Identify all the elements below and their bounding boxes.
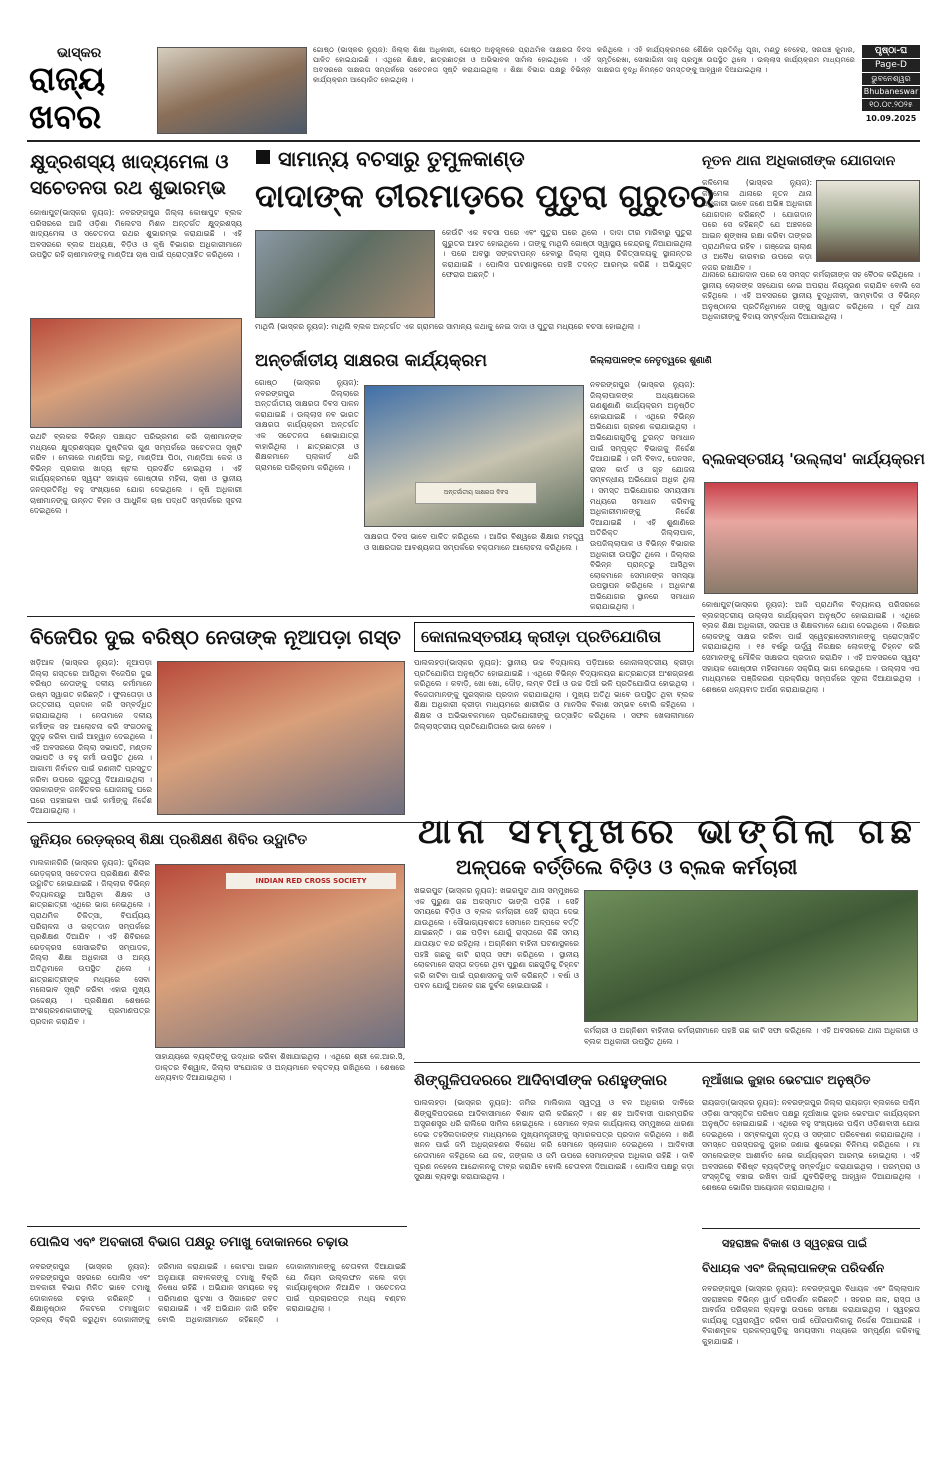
literacy-photo — [364, 385, 584, 527]
police-text: ନବରଙ୍ଗପୁର (ଭାସ୍କର ନ୍ୟୁଜ): ନବରଙ୍ଗପୁର ସହରରେ ପୋଲିସ ଏବଂ ଅବକାରୀ ବିଭାଗ ମିଳିତ ଭାବେ ତମାଖୁ ଦୋକାନରେ ଚଢ଼ାଉ କରିଛନ୍ତି । ଶିକ୍ଷାନୁଷ୍ଠାନ ନିକଟରେ ତମାଖୁଜାତ ଦ୍ରବ୍ୟ ବିକ୍ରି କରୁଥିବା ଦୋକାନୀଙ୍କୁ ଜରିମାନା କରାଯାଇଛି । କୋଟପା ଆଇନ ଅନୁଯାୟୀ ନାବାଳକଙ୍କୁ ତମାଖୁ ବିକ୍ରି ନିଷେଧ ରହିଛି । ଅଭିଯାନ ସମୟରେ ବହୁ ପରିମାଣର ଗୁଟଖା ଓ ସିଗାରେଟ ଜବତ କରାଯାଇଛି । ଏହି ଅଭିଯାନ ଜାରି ରହିବ ବୋଲି ଅଧିକାରୀମାନେ କହିଛନ୍ତି । ଦୋକାନୀମାନଙ୍କୁ ଚେତାବନୀ ଦିଆଯାଇଛି ଯେ ନିୟମ ଉଲ୍ଲଙ୍ଘନ କଲେ କଡ଼ା କାର୍ଯ୍ୟାନୁଷ୍ଠାନ ନିଆଯିବ । ସଚେତନତା ପାଇଁ ପ୍ରଚାରପତ୍ର ମଧ୍ୟ ବଣ୍ଟନ କରାଯାଇଥିଲା । — [30, 1262, 406, 1324]
food-fair-headline-2: ସଚେତନତା ରଥ ଶୁଭାରମ୍ଭ — [30, 177, 226, 199]
redcross-photo — [155, 864, 405, 1048]
literacy-headline: ଅନ୍ତର୍ଜାତୀୟ ସାକ୍ଷରତା କାର୍ଯ୍ୟକ୍ରମ — [255, 351, 488, 371]
redcross-text-bottom: ସାହାଯ୍ୟରେ ବ୍ୟକ୍ତିଙ୍କୁ ଉଦ୍ଧାର କରିବା ଶିଖାଯାଇଥିଲା । ଏଥିରେ ଶ୍ରୀ କେ.ଆର.ସି, ଡାକ୍ତର ବିଶ୍ୱାଳ, ଜିଲ୍ଲା ସଂଯୋଜକ ଓ ଅନ୍ୟମାନେ ବକ୍ତବ୍ୟ ରଖିଥିଲେ । ଶେଷରେ ଧନ୍ୟବାଦ ଦିଆଯାଇଥିଲା । — [155, 1052, 405, 1083]
bjp-headline: ବିଜେପିର ଦୁଇ ବରିଷ୍ଠ ନେତାଙ୍କ ନୂଆପଡ଼ା ଗସ୍ତ — [30, 625, 401, 649]
city-odia: ଭୁବନେଶ୍ୱର — [862, 73, 920, 85]
bjp-photo — [157, 661, 405, 815]
masthead — [27, 45, 153, 137]
literacy-text-bottom: ସାକ୍ଷରତା ଦିବସ ଭାବେ ପାଳିତ କରିଥିଲେ । ଆଜିର ବିଶ୍ୱରେ ଶିକ୍ଷାର ମହତ୍ତ୍ୱ ଓ ସାକ୍ଷରତାର ଆବଶ୍ୟକତା ସମ୍ପର୍କରେ ବକ୍ତାମାନେ ଆଲୋଚନା କରିଥିଲେ । — [364, 532, 584, 552]
new-officer-headline: ନୂତନ ଥାନା ଅଧିକାରୀଙ୍କ ଯୋଗଦାନ — [702, 153, 896, 169]
row4-rule — [27, 1226, 407, 1227]
redcross-headline: ଜୁନିୟର ରେଡ଼କ୍ରସ୍ ଶିକ୍ଷା ପ୍ରଶିକ୍ଷଣ ଶିବିର ଉଦ୍ଘାଟିତ — [30, 832, 308, 848]
main-story-kicker-box — [256, 150, 270, 164]
bjp-text: ଖଡ଼ିଆଳ (ଭାସ୍କର ନ୍ୟୁଜ): ନୂଆପଡ଼ା ଜିଲ୍ଲା ଗସ୍ତରେ ଆସିଥିବା ବିଜେପିର ଦୁଇ ବରିଷ୍ଠ ନେତାଙ୍କୁ ଦଳୀୟ କର୍ମୀମାନେ ଉଷ୍ମ ସ୍ୱାଗତ କରିଛନ୍ତି । ଫୁଲତୋଡ଼ା ଓ ଉତ୍ତରୀୟ ପ୍ରଦାନ କରି ସମ୍ବର୍ଦ୍ଧିତ କରାଯାଇଥିଲା । ନେତାମାନେ ଦଳୀୟ କର୍ମୀଙ୍କ ସହ ଆଲୋଚନା କରି ସଂଗଠନକୁ ସୁଦୃଢ଼ କରିବା ପାଇଁ ଆହ୍ୱାନ ଦେଇଥିଲେ । ଏହି ଅବସରରେ ଜିଲ୍ଲା ସଭାପତି, ମଣ୍ଡଳ ସଭାପତି ଓ ବହୁ କର୍ମୀ ଉପସ୍ଥିତ ଥିଲେ । ଆଗାମୀ ନିର୍ବାଚନ ପାଇଁ ରଣନୀତି ପ୍ରସ୍ତୁତ କରିବା ଉପରେ ଗୁରୁତ୍ୱ ଦିଆଯାଇଥିଲା । ସରକାରଙ୍କ ଜନହିତକର ଯୋଜନାକୁ ଘରେ ଘରେ ପହଞ୍ଚାଇବା ପାଇଁ କର୍ମୀଙ୍କୁ ନିର୍ଦ୍ଦେଶ ଦିଆଯାଇଥିଲା । — [30, 658, 152, 816]
row3-rule — [414, 1062, 920, 1063]
top-strip-col1: ଗୋଷ୍ଠ (ଭାସ୍କର ନ୍ୟୁଜ): ଜିଲ୍ଲା ଶିକ୍ଷା ଅଧିକାରୀ, ଗୋଷ୍ଠ ଅନୁକୂଳରେ ପ୍ରାଥମିକ ସାକ୍ଷରତା ଦିବସ ପାଳିତ ହୋଇଯାଇଛି । ଏଥିରେ ଶିକ୍ଷକ, ଛାତ୍ରଛାତ୍ରୀ ଓ ଅଭିଭାବକ ସାମିଲ ହୋଇଥିଲେ । ଏହି ଅବସରରେ ସାକ୍ଷରତା ସମ୍ପର୍କରେ ସଚେତନତା ସୃଷ୍ଟି କରାଯାଇଥିଲା । ଶିକ୍ଷା ବିଭାଗ ପକ୍ଷରୁ ବିଭିନ୍ନ କାର୍ଯ୍ୟକ୍ରମ ଆୟୋଜିତ ହୋଇଥିଲା । — [313, 45, 591, 84]
adivasi-text: ପାଲଲହଡ଼ା (ଭାସ୍କର ନ୍ୟୁଜ): ଜମିର ମାଲିକାନା ସ୍ୱତ୍ୱ ଓ ବନ ଅଧିକାର ଦାବିରେ ଶିଙ୍ଗୁଳିପଦରରେ ଆଦିବାସୀମାନେ ବିଶାଳ ରାଲି କରିଛନ୍ତି । ଶହ ଶହ ଆଦିବାସୀ ପାରମ୍ପରିକ ଅସ୍ତ୍ରଶସ୍ତ୍ର ଧରି ରାଲିରେ ସାମିଲ ହୋଇଥିଲେ । ସେମାନେ ବ୍ଲକ କାର୍ଯ୍ୟାଳୟ ସମ୍ମୁଖରେ ଧାରଣା ଦେଇ ତହସିଲଦାରଙ୍କ ମାଧ୍ୟମରେ ମୁଖ୍ୟମନ୍ତ୍ରୀଙ୍କୁ ସ୍ମାରକପତ୍ର ପ୍ରଦାନ କରିଥିଲେ । ଖଣି ଖନନ ପାଇଁ ଜମି ଅଧିଗ୍ରହଣର ବିରୋଧ କରି ସେମାନେ ସ୍ଲୋଗାନ ଦେଇଥିଲେ । ଆଦିବାସୀ ନେତାମାନେ କହିଥିଲେ ଯେ ଜଳ, ଜଙ୍ଗଲ ଓ ଜମି ଉପରେ ସେମାନଙ୍କର ଅଧିକାର ରହିଛି । ଦାବି ପୂରଣ ନହେଲେ ଆନ୍ଦୋଳନକୁ ତୀବ୍ର କରାଯିବ ବୋଲି ଚେତାବନୀ ଦିଆଯାଇଛି । ପୋଲିସ ପକ୍ଷରୁ କଡ଼ା ସୁରକ୍ଷା ବ୍ୟବସ୍ଥା କରାଯାଇଥିଲା । — [414, 1098, 694, 1182]
page-label-en: Page-D — [862, 59, 920, 72]
page-label-odia: ପୃଷ୍ଠା-ଘ — [862, 45, 920, 58]
row1-rule — [27, 616, 695, 617]
new-officer-photo — [816, 180, 920, 262]
main-story-kicker: ସାମାନ୍ୟ ବଚସାରୁ ତୁମୁଳକାଣ୍ଡ — [278, 147, 525, 171]
nuakhai-headline: ନୂଆଁଖାଇ ଜୁହାର ଭେଟଘାଟ ଅନୁଷ୍ଠିତ — [702, 1073, 871, 1087]
top-strip-col2: କରିଥିଲେ । ଏହି କାର୍ଯ୍ୟକ୍ରମରେ ଶୈକ୍ଷିକ ପ୍ରତିନିଧି ପୂଜା, ମଣ୍ଡୁ ବେହେରା, ସରପଞ୍ଚ କୁମାର, ସ୍ମୃତିରେଖା, ସୋଭାଗିନୀ ସାହୁ ପ୍ରମୁଖ ଉପସ୍ଥିତ ଥିଲେ । ଉଲ୍ଲାସ କାର୍ଯ୍ୟକ୍ରମ ମାଧ୍ୟମରେ ସାକ୍ଷରତା ବୃଦ୍ଧି ନିମନ୍ତେ ସମସ୍ତଙ୍କୁ ଆହ୍ୱାନ ଦିଆଯାଇଥିଲା । — [597, 45, 855, 74]
date-en: 10.09.2025 — [865, 114, 917, 123]
main-story-text-right: କେଉଁଟି ଏକ ବଚସା ପରେ ଏବଂ ପୁତୁରା ଘରେ ଥିଲେ । ଦାଦା ତୀର ମାରିବାରୁ ପୁତୁରା ଗୁରୁତର ଆହତ ହୋଇଥିଲେ । ତାଙ୍କୁ ମାଥିଲି ଗୋଷ୍ଠୀ ସ୍ୱାସ୍ଥ୍ୟ କେନ୍ଦ୍ରକୁ ନିଆଯାଇଥିଲା । ପରେ ଅବସ୍ଥା ସଙ୍କଟାପନ୍ନ ହେବାରୁ ଜିଲ୍ଲା ମୁଖ୍ୟ ଚିକିତ୍ସାଳୟକୁ ସ୍ଥାନାନ୍ତର କରାଯାଇଛି । ପୋଲିସ ଘଟଣାସ୍ଥଳରେ ପହଞ୍ଚି ତଦନ୍ତ ଆରମ୍ଭ କରିଛି । ଅଭିଯୁକ୍ତ ଫେରାର ଅଛନ୍ତି । — [442, 228, 692, 280]
new-officer-text-top: କଳିମେଳା (ଭାସ୍କର ନ୍ୟୁଜ): କଳିମେଳା ଥାନାରେ ନୂତନ ଥାନା ଅଧିକାରୀ ଭାବେ ଜଣେ ଅଭିଜ୍ଞ ଅଧିକାରୀ ଯୋଗଦାନ କରିଛନ୍ତି । ଯୋଗଦାନ ପରେ ସେ କହିଛନ୍ତି ଯେ ଅଞ୍ଚଳରେ ଆଇନ ଶୃଙ୍ଖଳା ରକ୍ଷା କରିବା ତାଙ୍କର ପ୍ରାଥମିକତା ରହିବ । ଗଞ୍ଜେଇ ଚାଲାଣ ଓ ଅବୈଧ କାରବାର ଉପରେ କଡ଼ା ନଜର ରଖାଯିବ । — [702, 178, 812, 272]
page-info-box — [862, 45, 920, 137]
food-fair-headline-1: କ୍ଷୁଦ୍ରଶସ୍ୟ ଖାଦ୍ୟମେଳା ଓ — [30, 151, 229, 173]
sports-headline: କୋନାଲସ୍ତରୀୟ କ୍ରୀଡ଼ା ପ୍ରତିଯୋଗିତା — [421, 627, 662, 646]
collector-headline: ଜିଲ୍ଲାପାଳଙ୍କ ନେତୃତ୍ୱରେ ଶୁଣାଣି — [590, 356, 712, 366]
literacy-text: ଗୋଷ୍ଠ (ଭାସ୍କର ନ୍ୟୁଜ): ନବରଙ୍ଗପୁର ଜିଲ୍ଲାରେ ଅନ୍ତର୍ଜାତୀୟ ସାକ୍ଷରତା ଦିବସ ପାଳନ କରାଯାଇଛି । ଉଲ୍ଲାସ ନବ ଭାରତ ସାକ୍ଷରତା କାର୍ଯ୍ୟକ୍ରମ ଅନ୍ତର୍ଗତ ଏକ ସଚେତନତା ଶୋଭାଯାତ୍ରା ବାହାରିଥିଲା । ଛାତ୍ରଛାତ୍ରୀ ଓ ଶିକ୍ଷକମାନେ ପ୍ଲାକାର୍ଡ ଧରି ଗ୍ରାମରେ ପରିକ୍ରମା କରିଥିଲେ । — [255, 378, 359, 472]
ullas-text: କୋଷାପୁଟ(ଭାସ୍କର ନ୍ୟୁଜ): ଆଜି ପ୍ରାଥମିକ ବିଦ୍ୟାଳୟ ପରିସରରେ ବ୍ଲକସ୍ତରୀୟ ଉଲ୍ଲାସ କାର୍ଯ୍ୟକ୍ରମ ଅନୁଷ୍ଠିତ ହୋଇଯାଇଛି । ଏଥିରେ ବ୍ଲକ ଶିକ୍ଷା ଅଧିକାରୀ, ସରପଞ୍ଚ ଓ ଶିକ୍ଷକମାନେ ଯୋଗ ଦେଇଥିଲେ । ନିରକ୍ଷର ଲୋକଙ୍କୁ ସାକ୍ଷର କରିବା ପାଇଁ ସ୍ୱେଚ୍ଛାସେବୀମାନଙ୍କୁ ପ୍ରୋତ୍ସାହିତ କରାଯାଇଥିଲା । ୧୫ ବର୍ଷରୁ ଊର୍ଦ୍ଧ୍ୱ ନିରକ୍ଷର ଲୋକଙ୍କୁ ଚିହ୍ନଟ କରି ସେମାନଙ୍କୁ ମୌଳିକ ସାକ୍ଷରତା ପ୍ରଦାନ କରାଯିବ । ଏହି ଅବସରରେ ସ୍ୱୟଂ ସହାୟକ ଗୋଷ୍ଠୀର ମହିଳାମାନେ ସକ୍ରିୟ ଭାଗ ନେଇଥିଲେ । ଉଲ୍ଲାସ ଏପ ମାଧ୍ୟମରେ ପଞ୍ଜିକରଣ ପ୍ରକ୍ରିୟା ସମ୍ପର୍କରେ ସୂଚନା ଦିଆଯାଇଥିଲା । ଶେଷରେ ଧନ୍ୟବାଦ ଅର୍ପଣ କରାଯାଇଥିଲା । — [702, 600, 920, 694]
sports-text: ପାଲଲହଡ଼ା(ଭାସ୍କର ନ୍ୟୁଜ): ସ୍ଥାନୀୟ ଉଚ୍ଚ ବିଦ୍ୟାଳୟ ପଡ଼ିଆରେ କୋନାଲସ୍ତରୀୟ କ୍ରୀଡ଼ା ପ୍ରତିଯୋଗିତା ଅନୁଷ୍ଠିତ ହୋଇଯାଇଛି । ଏଥିରେ ବିଭିନ୍ନ ବିଦ୍ୟାଳୟର ଛାତ୍ରଛାତ୍ରୀ ଅଂଶଗ୍ରହଣ କରିଥିଲେ । କବାଡ଼ି, ଖୋ ଖୋ, ଦୌଡ଼, ଲମ୍ବ ଡିଆଁ ଓ ଉଚ୍ଚ ଡିଆଁ ଭଳି ପ୍ରତିଯୋଗିତା ହୋଇଥିଲା । ବିଜେତାମାନଙ୍କୁ ପୁରସ୍କାର ପ୍ରଦାନ କରାଯାଇଥିଲା । ମୁଖ୍ୟ ଅତିଥି ଭାବେ ଉପସ୍ଥିତ ଥିବା ବ୍ଲକ ଶିକ୍ଷା ଅଧିକାରୀ କ୍ରୀଡ଼ା ମାଧ୍ୟମରେ ଶାରୀରିକ ଓ ମାନସିକ ବିକାଶ ସମ୍ଭବ ବୋଲି କହିଥିଲେ । ଶିକ୍ଷକ ଓ ଅଭିଭାବକମାନେ ପ୍ରତିଯୋଗୀଙ୍କୁ ଉତ୍ସାହିତ କରିଥିଲେ । ସଫଳ ଖେଳାଳୀମାନେ ଜିଲ୍ଲାସ୍ତରୀୟ ପ୍ରତିଯୋଗିତାରେ ଭାଗ ନେବେ । — [414, 658, 694, 731]
redcross-banner: INDIAN RED CROSS SOCIETY — [226, 873, 396, 889]
literacy-banner: ଅନ୍ତର୍ଜାତୀୟ ସାକ୍ଷରତା ଦିବସ — [415, 482, 537, 504]
ullas-photo — [704, 482, 918, 594]
food-fair-photo — [30, 318, 242, 428]
row5-rule — [702, 1228, 920, 1229]
tree-text: ଖଇରପୁଟ (ଭାସ୍କର ନ୍ୟୁଜ): ଖଇରପୁଟ ଥାନା ସମ୍ମୁଖରେ ଏକ ପୁରୁଣା ଗଛ ଅକସ୍ମାତ ଭାଙ୍ଗି ପଡ଼ିଛି । ସେହି ସମୟରେ ବିଡ଼ିଓ ଓ ବ୍ଲକ କର୍ମଚାରୀ ସେହି ରାସ୍ତା ଦେଇ ଯାଉଥିଲେ । ସୌଭାଗ୍ୟବଶତଃ ସେମାନେ ଅଳ୍ପକେ ବର୍ତ୍ତି ଯାଇଛନ୍ତି । ଗଛ ପଡ଼ିବା ଯୋଗୁଁ ରାସ୍ତାରେ କିଛି ସମୟ ଯାତାୟାତ ବନ୍ଦ ରହିଥିଲା । ଅଗ୍ନିଶମ ବାହିନୀ ଘଟଣାସ୍ଥଳରେ ପହଞ୍ଚି ଗଛକୁ କାଟି ରାସ୍ତା ସଫା କରିଥିଲେ । ସ୍ଥାନୀୟ ଲୋକମାନେ ରାସ୍ତା କଡ଼ରେ ଥିବା ପୁରୁଣା ଗଛଗୁଡ଼ିକୁ ଚିହ୍ନଟ କରି କାଟିବା ପାଇଁ ପ୍ରଶାସନକୁ ଦାବି କରିଛନ୍ତି । ବର୍ଷା ଓ ପବନ ଯୋଗୁଁ ଅନେକ ଗଛ ଦୁର୍ବଳ ହୋଇଯାଇଛି । — [414, 886, 579, 991]
main-story-text-left: ମାଥିଲି (ଭାସ୍କର ନ୍ୟୁଜ): ମାଥିଲି ବ୍ଲକ ଅନ୍ତର୍ଗତ ଏକ ଗ୍ରାମରେ ସାମାନ୍ୟ କଥାକୁ ନେଇ ଦାଦା ଓ ପୁତୁରା ମଧ୍ୟରେ ବଚସା ହୋଇଥିଲା । — [255, 322, 640, 331]
tree-photo — [584, 890, 918, 1022]
masthead-rule — [27, 140, 920, 142]
tree-text-bottom: କର୍ମଚାରୀ ଓ ଅଗ୍ନିଶମ ବାହିନୀର କର୍ମଚାରୀମାନେ ପହଞ୍ଚି ଗଛ କାଟି ସଫା କରିଥିଲେ । ଏହି ଅବସରରେ ଥାନା ଅଧିକାରୀ ଓ ବ୍ଲକ ଅଧିକାରୀ ଉପସ୍ଥିତ ଥିଲେ । — [584, 1026, 918, 1046]
tree-subhead: ଅଳ୍ପକେ ବର୍ତ୍ତିଲେ ବିଡ଼ିଓ ଓ ବ୍ଲକ କର୍ମଚାରୀ — [456, 855, 798, 879]
mla-headline-2: ବିଧାୟକ ଏବଂ ଜିଲ୍ଲାପାଳଙ୍କ ପରିଦର୍ଶନ — [702, 1261, 885, 1275]
nuakhai-text: ରାୟଗଡ଼ା(ଭାସ୍କର ନ୍ୟୁଜ): ନବରଙ୍ଗପୁର ଜିଲ୍ଲା ରାୟଗଡ଼ା ବ୍ଲକରେ ପଶ୍ଚିମ ଓଡ଼ିଶା ସାଂସ୍କୃତିକ ପରିଷଦ ପକ୍ଷରୁ ନୂଆଁଖାଇ ଜୁହାର ଭେଟଘାଟ କାର୍ଯ୍ୟକ୍ରମ ଅନୁଷ୍ଠିତ ହୋଇଯାଇଛି । ଏଥିରେ ବହୁ ସଂଖ୍ୟାରେ ପଶ୍ଚିମ ଓଡ଼ିଶାବାସୀ ଯୋଗ ଦେଇଥିଲେ । ସମ୍ବଲପୁରୀ ନୃତ୍ୟ ଓ ସଙ୍ଗୀତ ପରିବେଷଣ କରାଯାଇଥିଲା । ସମସ୍ତେ ପରସ୍ପରକୁ ଜୁହାର ଜଣାଇ ଶୁଭେଚ୍ଛା ବିନିମୟ କରିଥିଲେ । ମା ସମଲେଇଙ୍କ ଆଶୀର୍ବାଦ ନେଇ କାର୍ଯ୍ୟକ୍ରମ ଆରମ୍ଭ ହୋଇଥିଲା । ଏହି ଅବସରରେ ବିଶିଷ୍ଟ ବ୍ୟକ୍ତିଙ୍କୁ ସମ୍ବର୍ଦ୍ଧିତ କରାଯାଇଥିଲା । ପରମ୍ପରା ଓ ସଂସ୍କୃତିକୁ ବଞ୍ଚାଇ ରଖିବା ପାଇଁ ଯୁବପିଢ଼ିଙ୍କୁ ଆହ୍ୱାନ ଦିଆଯାଇଥିଲା । ଶେଷରେ ଭୋଜିର ଆୟୋଜନ କରାଯାଇଥିଲା । — [702, 1098, 920, 1192]
police-headline: ପୋଲିସ ଏବଂ ଅବକାରୀ ବିଭାଗ ପକ୍ଷରୁ ତମାଖୁ ଦୋକାନରେ ଚଢ଼ାଉ — [30, 1235, 349, 1250]
collector-text: ନବରଙ୍ଗପୁର (ଭାସ୍କର ନ୍ୟୁଜ): ଜିଲ୍ଲାପାଳଙ୍କ ଅଧ୍ୟକ୍ଷତାରେ ଗଣଶୁଣାଣି କାର୍ଯ୍ୟକ୍ରମ ଅନୁଷ୍ଠିତ ହୋଇଯାଇଛି । ଏଥିରେ ବିଭିନ୍ନ ଅଭିଯୋଗ ଗ୍ରହଣ କରାଯାଇଥିଲା । ଅଭିଯୋଗଗୁଡ଼ିକୁ ତୁରନ୍ତ ସମାଧାନ ପାଇଁ ସମ୍ପୃକ୍ତ ବିଭାଗକୁ ନିର୍ଦ୍ଦେଶ ଦିଆଯାଇଛି । ଜମି ବିବାଦ, ପେନସନ, ରାସନ କାର୍ଡ ଓ ଗୃହ ଯୋଜନା ସମ୍ବନ୍ଧୀୟ ଅଭିଯୋଗ ଅଧିକ ଥିଲା । ସମସ୍ତ ଅଭିଯୋଗର ସମୟସୀମା ମଧ୍ୟରେ ସମାଧାନ କରିବାକୁ ଅଧିକାରୀମାନଙ୍କୁ ନିର୍ଦ୍ଦେଶ ଦିଆଯାଇଛି । ଏହି ଶୁଣାଣିରେ ଅତିରିକ୍ତ ଜିଲ୍ଲାପାଳ, ଉପଜିଲ୍ଲାପାଳ ଓ ବିଭିନ୍ନ ବିଭାଗର ଅଧିକାରୀ ଉପସ୍ଥିତ ଥିଲେ । ଜିଲ୍ଲାର ବିଭିନ୍ନ ପ୍ରାନ୍ତରୁ ଆସିଥିବା ଲୋକମାନେ ସେମାନଙ୍କ ସମସ୍ୟା ଉପସ୍ଥାପନ କରିଥିଲେ । ଅଧିକାଂଶ ଅଭିଯୋଗର ସ୍ଥାନରେ ସମାଧାନ କରାଯାଇଥିଲା । — [590, 380, 695, 612]
date-odia: ୧୦.୦୯.୨୦୨୫ — [862, 99, 920, 111]
food-fair-text-bottom: ରଥଟି ବ୍ଲକର ବିଭିନ୍ନ ପଞ୍ଚାୟତ ପରିଭ୍ରମଣ କରି ଚାଷୀମାନଙ୍କ ମଧ୍ୟରେ କ୍ଷୁଦ୍ରଶସ୍ୟର ପୁଷ୍ଟିକର ଗୁଣ ସମ୍ପର୍କରେ ସଚେତନତା ସୃଷ୍ଟି କରିବ । ମେଳାରେ ମାଣ୍ଡିଆ ଲଡୁ, ମାଣ୍ଡିଆ ପିଠା, ମାଣ୍ଡିଆ କେକ ଓ ବିଭିନ୍ନ ପ୍ରକାର ଖାଦ୍ୟ ଷ୍ଟଲ ପ୍ରଦର୍ଶିତ ହୋଇଥିଲା । ଏହି କାର୍ଯ୍ୟକ୍ରମରେ ସ୍ୱୟଂ ସହାୟକ ଗୋଷ୍ଠୀର ମହିଳା, ଚାଷୀ ଓ ସ୍ଥାନୀୟ ଜନପ୍ରତିନିଧି ବହୁ ସଂଖ୍ୟାରେ ଯୋଗ ଦେଇଥିଲେ । କୃଷି ଅଧିକାରୀ ଚାଷୀମାନଙ୍କୁ ଉନ୍ନତ ବିହନ ଓ ଆଧୁନିକ ଚାଷ ପଦ୍ଧତି ସମ୍ପର୍କରେ ସୂଚନା ଦେଇଥିଲେ । — [30, 432, 242, 516]
new-officer-text-bottom: ଥାନାରେ ଯୋଗଦାନ ପରେ ସେ ସମସ୍ତ କର୍ମଚାରୀଙ୍କ ସହ ବୈଠକ କରିଥିଲେ । ସ୍ଥାନୀୟ ଲୋକଙ୍କ ସହଯୋଗ ନେଇ ଅପରାଧ ନିୟନ୍ତ୍ରଣ କରାଯିବ ବୋଲି ସେ କହିଥିଲେ । ଏହି ଅବସରରେ ସ୍ଥାନୀୟ ବୁଦ୍ଧିଜୀବୀ, ସାମ୍ବାଦିକ ଓ ବିଭିନ୍ନ ଅନୁଷ୍ଠାନର ପ୍ରତିନିଧିମାନେ ତାଙ୍କୁ ସ୍ୱାଗତ କରିଥିଲେ । ପୂର୍ବ ଥାନା ଅଧିକାରୀଙ୍କୁ ବିଦାୟ ସମ୍ବର୍ଦ୍ଧନା ଦିଆଯାଇଥିଲା । — [702, 270, 920, 322]
masthead-paper-name: ଭାସ୍କର — [57, 45, 102, 61]
main-story-photo — [255, 230, 435, 318]
tree-headline: ଥାନା ସମ୍ମୁଖରେ ଭାଙ୍ଗିଲା ଗଛ — [418, 812, 918, 852]
main-story-headline: ଦାଦାଙ୍କ ତୀରମାଡ଼ରେ ପୁତୁରା ଗୁରୁତର — [255, 177, 715, 215]
mla-headline-1: ସହରାଞ୍ଚଳ ବିକାଶ ଓ ସ୍ୱଚ୍ଛତା ପାଇଁ — [722, 1237, 868, 1250]
city-en: Bhubaneswar — [863, 87, 919, 96]
sports-headline-box — [414, 622, 694, 652]
ullas-headline: ବ୍ଲକସ୍ତରୀୟ 'ଉଲ୍ଲାସ' କାର୍ଯ୍ୟକ୍ରମ — [702, 450, 925, 468]
masthead-photo — [157, 47, 307, 134]
food-fair-text-top: କୋଷାପୁଟ(ଭାସ୍କର ନ୍ୟୁଜ): ନବରଙ୍ଗପୁର ଜିଲ୍ଲା କୋଷାପୁଟ ବ୍ଲକ ପରିସରରେ ଆଜି ଓଡ଼ିଶା ମିଲେଟସ ମିଶନ ଅନ୍ତର୍ଗତ କ୍ଷୁଦ୍ରଶସ୍ୟ ଖାଦ୍ୟମେଳା ଓ ସଚେତନତା ରଥର ଶୁଭାରମ୍ଭ କରାଯାଇଛି । ଏହି ଅବସରରେ ବ୍ଲକ ଅଧ୍ୟକ୍ଷ, ବିଡ଼ିଓ ଓ କୃଷି ବିଭାଗର ଅଧିକାରୀମାନେ ଉପସ୍ଥିତ ରହି ଚାଷୀମାନଙ୍କୁ ମାଣ୍ଡିଆ ଚାଷ ପାଇଁ ପ୍ରୋତ୍ସାହିତ କରିଥିଲେ । — [30, 208, 242, 260]
masthead-section-line2: ଖବର — [29, 97, 102, 136]
adivasi-headline: ଶିଙ୍ଗୁଳିପଦରରେ ଆଦିବାସୀଙ୍କ ରଣହୁଙ୍କାର — [414, 1071, 667, 1089]
masthead-section-line1: ରାଜ୍ୟ — [29, 59, 106, 98]
redcross-text: ମାଲକାନଗିରି (ଭାସ୍କର ନ୍ୟୁଜ): ଜୁନିୟର ରେଡ଼କ୍ରସ୍ ସଚେତନତା ପ୍ରଶିକ୍ଷଣ ଶିବିର ଉଦ୍ଘାଟିତ ହୋଇଯାଇଛି । ଜିଲ୍ଲାର ବିଭିନ୍ନ ବିଦ୍ୟାଳୟରୁ ଆସିଥିବା ଶିକ୍ଷକ ଓ ଛାତ୍ରଛାତ୍ରୀ ଏଥିରେ ଭାଗ ନେଇଥିଲେ । ପ୍ରାଥମିକ ଚିକିତ୍ସା, ବିପର୍ଯ୍ୟୟ ପରିଚାଳନା ଓ ରକ୍ତଦାନ ସମ୍ପର୍କରେ ପ୍ରଶିକ୍ଷଣ ଦିଆଯିବ । ଏହି ଶିବିରରେ ରେଡ଼କ୍ରସ ସୋସାଇଟିର ସମ୍ପାଦକ, ଜିଲ୍ଲା ଶିକ୍ଷା ଅଧିକାରୀ ଓ ଅନ୍ୟ ଅତିଥିମାନେ ଉପସ୍ଥିତ ଥିଲେ । ଛାତ୍ରଛାତ୍ରୀଙ୍କ ମଧ୍ୟରେ ସେବା ମନୋଭାବ ସୃଷ୍ଟି କରିବା ଏହାର ମୁଖ୍ୟ ଉଦ୍ଦେଶ୍ୟ । ପ୍ରଶିକ୍ଷଣ ଶେଷରେ ଅଂଶଗ୍ରହଣକାରୀଙ୍କୁ ପ୍ରମାଣପତ୍ର ପ୍ରଦାନ କରାଯିବ । — [30, 858, 150, 1026]
mla-text: ନବରଙ୍ଗପୁର (ଭାସ୍କର ନ୍ୟୁଜ): ନବରଙ୍ଗପୁର ବିଧାୟକ ଏବଂ ଜିଲ୍ଲାପାଳ ସହରାଞ୍ଚଳର ବିଭିନ୍ନ ୱାର୍ଡ ପରିଦର୍ଶନ କରିଛନ୍ତି । ସହରର ନାଳ, ରାସ୍ତା ଓ ଆବର୍ଜନା ପରିଚାଳନା ବ୍ୟବସ୍ଥା ଉପରେ ସମୀକ୍ଷା କରାଯାଇଥିଲା । ସ୍ୱଚ୍ଛତା କାର୍ଯ୍ୟକୁ ତ୍ୱରାନ୍ୱିତ କରିବା ପାଇଁ ପୌରପାଳିକାକୁ ନିର୍ଦ୍ଦେଶ ଦିଆଯାଇଛି । ବିକାଶମୂଳକ ପ୍ରକଳ୍ପଗୁଡ଼ିକୁ ସମୟସୀମା ମଧ୍ୟରେ ସମ୍ପୂର୍ଣ୍ଣ କରିବାକୁ କୁହାଯାଇଛି । — [702, 1284, 920, 1346]
